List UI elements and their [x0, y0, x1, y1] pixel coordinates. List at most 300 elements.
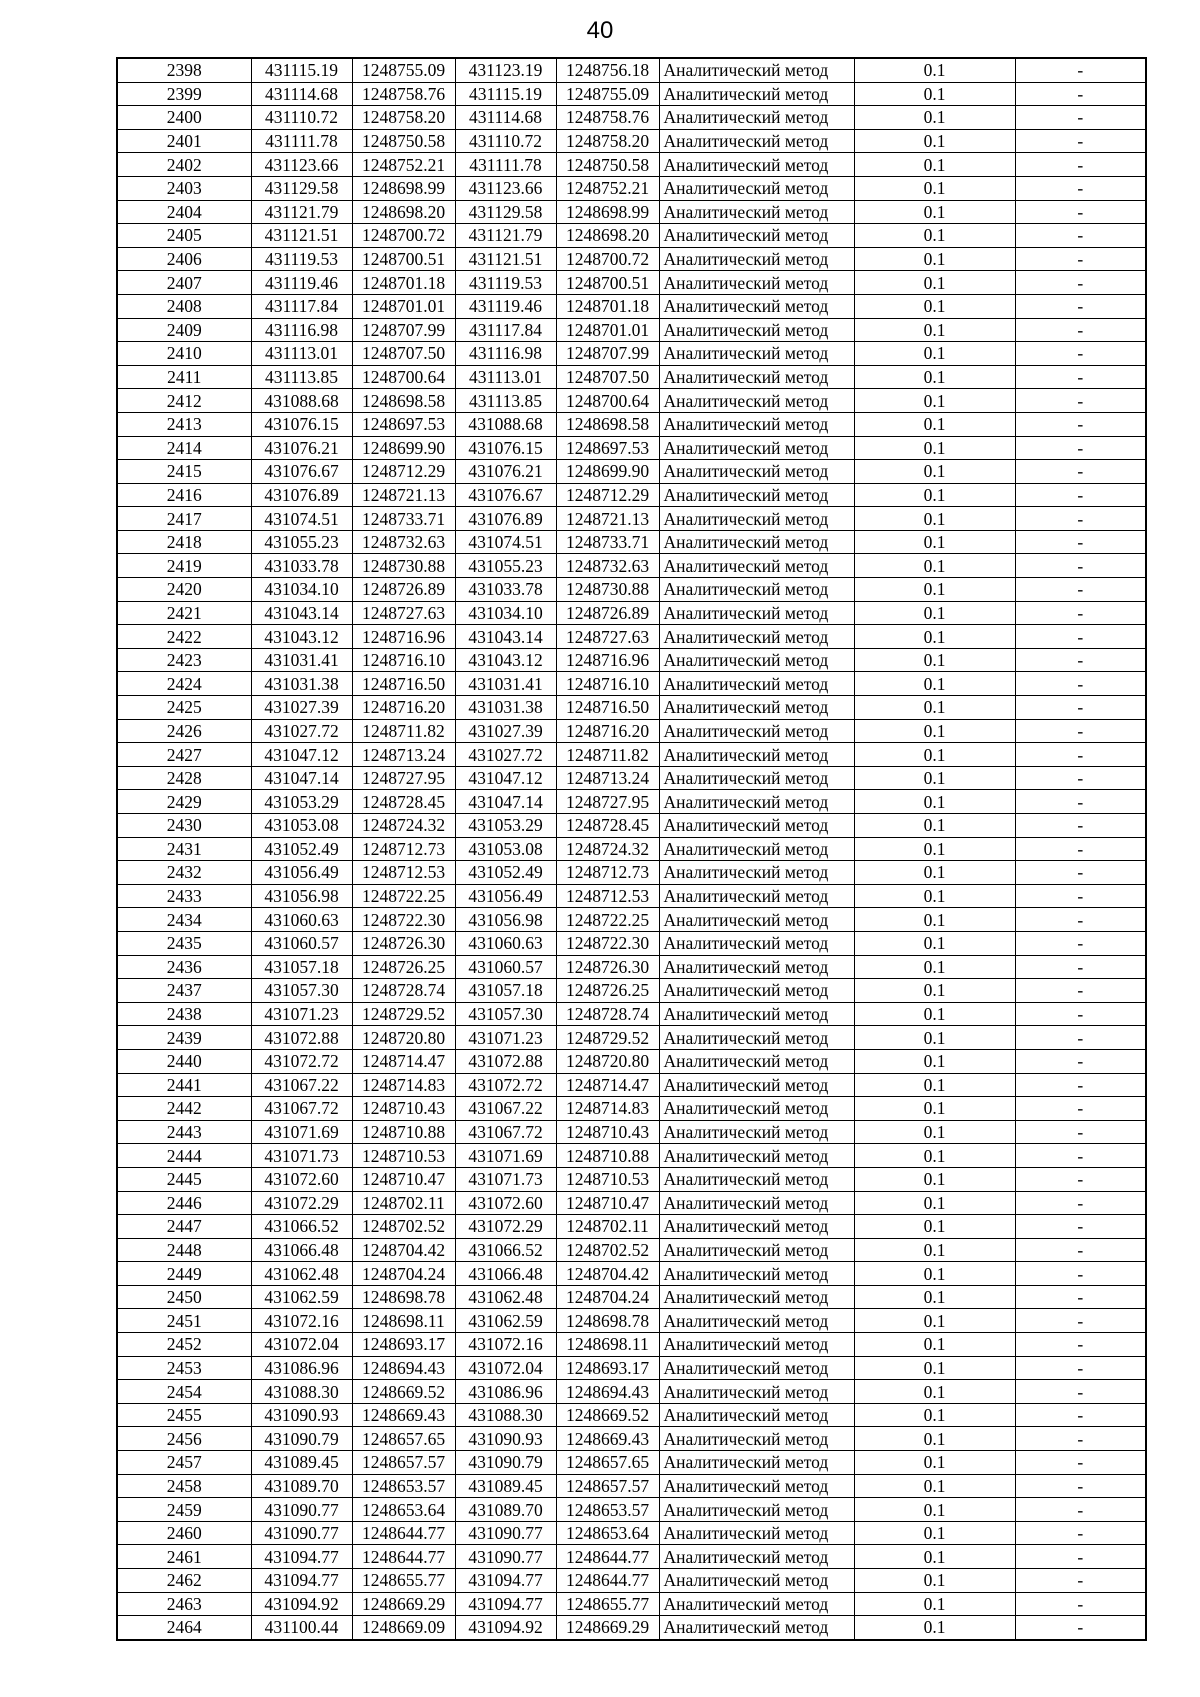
x-start-cell: 431055.23 [251, 530, 352, 554]
x-end-cell: 431060.57 [455, 955, 556, 979]
method-cell: Аналитический метод [659, 82, 854, 106]
y-start-cell: 1248701.01 [352, 294, 455, 318]
table-row [117, 294, 1146, 318]
note-cell: - [1015, 625, 1146, 649]
note-cell: - [1015, 412, 1146, 436]
note-cell: - [1015, 1262, 1146, 1286]
accuracy-cell: 0.1 [854, 483, 1015, 507]
accuracy-cell: 0.1 [854, 106, 1015, 130]
x-end-cell: 431043.12 [455, 648, 556, 672]
page-number: 40 [586, 17, 614, 44]
accuracy-cell: 0.1 [854, 1120, 1015, 1144]
point-number-cell: 2446 [117, 1191, 251, 1215]
table-row [117, 696, 1146, 720]
y-end-cell: 1248758.20 [556, 129, 659, 153]
note-cell: - [1015, 1569, 1146, 1593]
x-start-cell: 431027.39 [251, 696, 352, 720]
method-cell: Аналитический метод [659, 1120, 854, 1144]
note-cell: - [1015, 1474, 1146, 1498]
table-row [117, 460, 1146, 484]
x-end-cell: 431033.78 [455, 578, 556, 602]
method-cell: Аналитический метод [659, 342, 854, 366]
table-row [117, 58, 1146, 82]
y-end-cell: 1248733.71 [556, 530, 659, 554]
x-end-cell: 431094.77 [455, 1569, 556, 1593]
table-row [117, 342, 1146, 366]
method-cell: Аналитический метод [659, 1073, 854, 1097]
y-start-cell: 1248711.82 [352, 719, 455, 743]
y-start-cell: 1248644.77 [352, 1521, 455, 1545]
note-cell: - [1015, 719, 1146, 743]
x-end-cell: 431062.59 [455, 1309, 556, 1333]
x-start-cell: 431027.72 [251, 719, 352, 743]
x-end-cell: 431056.49 [455, 884, 556, 908]
table-row [117, 389, 1146, 413]
accuracy-cell: 0.1 [854, 931, 1015, 955]
accuracy-cell: 0.1 [854, 1380, 1015, 1404]
method-cell: Аналитический метод [659, 1380, 854, 1404]
x-end-cell: 431119.46 [455, 294, 556, 318]
method-cell: Аналитический метод [659, 1167, 854, 1191]
x-start-cell: 431072.60 [251, 1167, 352, 1191]
note-cell: - [1015, 648, 1146, 672]
x-start-cell: 431053.29 [251, 790, 352, 814]
method-cell: Аналитический метод [659, 1144, 854, 1168]
y-end-cell: 1248707.99 [556, 342, 659, 366]
x-end-cell: 431113.01 [455, 365, 556, 389]
y-start-cell: 1248726.25 [352, 955, 455, 979]
point-number-cell: 2400 [117, 106, 251, 130]
method-cell: Аналитический метод [659, 1215, 854, 1239]
point-number-cell: 2409 [117, 318, 251, 342]
y-start-cell: 1248713.24 [352, 743, 455, 767]
note-cell: - [1015, 931, 1146, 955]
note-cell: - [1015, 601, 1146, 625]
table-row [117, 530, 1146, 554]
method-cell: Аналитический метод [659, 979, 854, 1003]
y-end-cell: 1248704.24 [556, 1285, 659, 1309]
note-cell: - [1015, 1002, 1146, 1026]
y-end-cell: 1248712.73 [556, 861, 659, 885]
accuracy-cell: 0.1 [854, 1333, 1015, 1357]
table-row [117, 719, 1146, 743]
table-row [117, 1474, 1146, 1498]
y-end-cell: 1248727.95 [556, 790, 659, 814]
point-number-cell: 2444 [117, 1144, 251, 1168]
note-cell: - [1015, 82, 1146, 106]
x-end-cell: 431089.45 [455, 1474, 556, 1498]
table-row [117, 979, 1146, 1003]
method-cell: Аналитический метод [659, 554, 854, 578]
y-start-cell: 1248669.52 [352, 1380, 455, 1404]
x-end-cell: 431072.04 [455, 1356, 556, 1380]
table-row [117, 625, 1146, 649]
x-start-cell: 431066.52 [251, 1215, 352, 1239]
method-cell: Аналитический метод [659, 1356, 854, 1380]
x-end-cell: 431062.48 [455, 1285, 556, 1309]
table-row [117, 1167, 1146, 1191]
y-start-cell: 1248714.47 [352, 1049, 455, 1073]
x-end-cell: 431089.70 [455, 1498, 556, 1522]
table-row [117, 1427, 1146, 1451]
method-cell: Аналитический метод [659, 908, 854, 932]
x-start-cell: 431089.45 [251, 1451, 352, 1475]
y-start-cell: 1248710.53 [352, 1144, 455, 1168]
point-number-cell: 2410 [117, 342, 251, 366]
x-end-cell: 431027.72 [455, 743, 556, 767]
y-end-cell: 1248720.80 [556, 1049, 659, 1073]
x-start-cell: 431043.12 [251, 625, 352, 649]
method-cell: Аналитический метод [659, 601, 854, 625]
x-start-cell: 431076.15 [251, 412, 352, 436]
method-cell: Аналитический метод [659, 507, 854, 531]
method-cell: Аналитический метод [659, 766, 854, 790]
y-end-cell: 1248732.63 [556, 554, 659, 578]
x-start-cell: 431072.72 [251, 1049, 352, 1073]
y-start-cell: 1248730.88 [352, 554, 455, 578]
point-number-cell: 2419 [117, 554, 251, 578]
y-end-cell: 1248702.11 [556, 1215, 659, 1239]
table-row [117, 1451, 1146, 1475]
table-row [117, 1215, 1146, 1239]
x-end-cell: 431047.14 [455, 790, 556, 814]
y-start-cell: 1248653.57 [352, 1474, 455, 1498]
note-cell: - [1015, 1356, 1146, 1380]
method-cell: Аналитический метод [659, 931, 854, 955]
x-start-cell: 431119.53 [251, 247, 352, 271]
accuracy-cell: 0.1 [854, 908, 1015, 932]
accuracy-cell: 0.1 [854, 861, 1015, 885]
x-end-cell: 431055.23 [455, 554, 556, 578]
table-row [117, 1144, 1146, 1168]
x-end-cell: 431117.84 [455, 318, 556, 342]
point-number-cell: 2413 [117, 412, 251, 436]
x-end-cell: 431027.39 [455, 719, 556, 743]
accuracy-cell: 0.1 [854, 1167, 1015, 1191]
method-cell: Аналитический метод [659, 1049, 854, 1073]
y-end-cell: 1248698.11 [556, 1333, 659, 1357]
point-number-cell: 2418 [117, 530, 251, 554]
y-start-cell: 1248701.18 [352, 271, 455, 295]
table-row [117, 578, 1146, 602]
note-cell: - [1015, 908, 1146, 932]
point-number-cell: 2457 [117, 1451, 251, 1475]
table-row [117, 766, 1146, 790]
y-start-cell: 1248702.11 [352, 1191, 455, 1215]
x-start-cell: 431090.77 [251, 1498, 352, 1522]
x-end-cell: 431076.67 [455, 483, 556, 507]
y-end-cell: 1248722.25 [556, 908, 659, 932]
note-cell: - [1015, 460, 1146, 484]
method-cell: Аналитический метод [659, 1569, 854, 1593]
y-end-cell: 1248750.58 [556, 153, 659, 177]
y-end-cell: 1248752.21 [556, 176, 659, 200]
x-start-cell: 431067.22 [251, 1073, 352, 1097]
accuracy-cell: 0.1 [854, 365, 1015, 389]
y-start-cell: 1248702.52 [352, 1215, 455, 1239]
point-number-cell: 2427 [117, 743, 251, 767]
x-end-cell: 431066.52 [455, 1238, 556, 1262]
x-end-cell: 431116.98 [455, 342, 556, 366]
method-cell: Аналитический метод [659, 743, 854, 767]
method-cell: Аналитический метод [659, 247, 854, 271]
y-end-cell: 1248728.74 [556, 1002, 659, 1026]
accuracy-cell: 0.1 [854, 1026, 1015, 1050]
accuracy-cell: 0.1 [854, 1309, 1015, 1333]
y-start-cell: 1248758.76 [352, 82, 455, 106]
point-number-cell: 2406 [117, 247, 251, 271]
point-number-cell: 2448 [117, 1238, 251, 1262]
accuracy-cell: 0.1 [854, 82, 1015, 106]
table-row [117, 483, 1146, 507]
accuracy-cell: 0.1 [854, 1215, 1015, 1239]
x-end-cell: 431052.49 [455, 861, 556, 885]
y-end-cell: 1248722.30 [556, 931, 659, 955]
x-end-cell: 431034.10 [455, 601, 556, 625]
y-end-cell: 1248700.72 [556, 247, 659, 271]
x-end-cell: 431111.78 [455, 153, 556, 177]
y-end-cell: 1248716.20 [556, 719, 659, 743]
table-row [117, 1380, 1146, 1404]
x-end-cell: 431060.63 [455, 931, 556, 955]
table-row [117, 1309, 1146, 1333]
method-cell: Аналитический метод [659, 106, 854, 130]
table-row [117, 601, 1146, 625]
table-row [117, 908, 1146, 932]
table-row [117, 1073, 1146, 1097]
table-row [117, 743, 1146, 767]
accuracy-cell: 0.1 [854, 412, 1015, 436]
x-end-cell: 431090.77 [455, 1521, 556, 1545]
y-start-cell: 1248716.96 [352, 625, 455, 649]
point-number-cell: 2441 [117, 1073, 251, 1097]
x-start-cell: 431117.84 [251, 294, 352, 318]
y-end-cell: 1248653.57 [556, 1498, 659, 1522]
method-cell: Аналитический метод [659, 955, 854, 979]
y-end-cell: 1248698.20 [556, 224, 659, 248]
y-start-cell: 1248700.51 [352, 247, 455, 271]
x-start-cell: 431052.49 [251, 837, 352, 861]
x-start-cell: 431071.73 [251, 1144, 352, 1168]
note-cell: - [1015, 1049, 1146, 1073]
point-number-cell: 2414 [117, 436, 251, 460]
point-number-cell: 2458 [117, 1474, 251, 1498]
y-start-cell: 1248716.50 [352, 672, 455, 696]
point-number-cell: 2442 [117, 1097, 251, 1121]
method-cell: Аналитический метод [659, 460, 854, 484]
x-start-cell: 431066.48 [251, 1238, 352, 1262]
x-end-cell: 431088.30 [455, 1403, 556, 1427]
x-end-cell: 431119.53 [455, 271, 556, 295]
table-row [117, 82, 1146, 106]
y-start-cell: 1248750.58 [352, 129, 455, 153]
method-cell: Аналитический метод [659, 1097, 854, 1121]
x-end-cell: 431114.68 [455, 106, 556, 130]
accuracy-cell: 0.1 [854, 766, 1015, 790]
y-end-cell: 1248713.24 [556, 766, 659, 790]
y-start-cell: 1248758.20 [352, 106, 455, 130]
point-number-cell: 2430 [117, 814, 251, 838]
x-start-cell: 431031.41 [251, 648, 352, 672]
point-number-cell: 2426 [117, 719, 251, 743]
accuracy-cell: 0.1 [854, 342, 1015, 366]
y-end-cell: 1248721.13 [556, 507, 659, 531]
accuracy-cell: 0.1 [854, 625, 1015, 649]
note-cell: - [1015, 318, 1146, 342]
y-start-cell: 1248726.30 [352, 931, 455, 955]
y-start-cell: 1248644.77 [352, 1545, 455, 1569]
y-start-cell: 1248727.95 [352, 766, 455, 790]
point-number-cell: 2402 [117, 153, 251, 177]
point-number-cell: 2436 [117, 955, 251, 979]
table-row [117, 200, 1146, 224]
table-row [117, 153, 1146, 177]
x-start-cell: 431071.23 [251, 1002, 352, 1026]
note-cell: - [1015, 578, 1146, 602]
accuracy-cell: 0.1 [854, 1451, 1015, 1475]
y-end-cell: 1248669.52 [556, 1403, 659, 1427]
x-start-cell: 431090.79 [251, 1427, 352, 1451]
note-cell: - [1015, 1380, 1146, 1404]
accuracy-cell: 0.1 [854, 1356, 1015, 1380]
point-number-cell: 2453 [117, 1356, 251, 1380]
y-end-cell: 1248726.30 [556, 955, 659, 979]
table-row [117, 271, 1146, 295]
y-end-cell: 1248726.89 [556, 601, 659, 625]
table-row [117, 507, 1146, 531]
y-end-cell: 1248716.10 [556, 672, 659, 696]
table-row [117, 1285, 1146, 1309]
x-start-cell: 431121.79 [251, 200, 352, 224]
table-row [117, 790, 1146, 814]
point-number-cell: 2455 [117, 1403, 251, 1427]
note-cell: - [1015, 696, 1146, 720]
method-cell: Аналитический метод [659, 884, 854, 908]
note-cell: - [1015, 1238, 1146, 1262]
y-start-cell: 1248698.78 [352, 1285, 455, 1309]
accuracy-cell: 0.1 [854, 1144, 1015, 1168]
point-number-cell: 2415 [117, 460, 251, 484]
x-end-cell: 431053.29 [455, 814, 556, 838]
x-start-cell: 431074.51 [251, 507, 352, 531]
accuracy-cell: 0.1 [854, 1427, 1015, 1451]
x-start-cell: 431071.69 [251, 1120, 352, 1144]
note-cell: - [1015, 483, 1146, 507]
y-end-cell: 1248710.43 [556, 1120, 659, 1144]
y-start-cell: 1248710.47 [352, 1167, 455, 1191]
point-number-cell: 2407 [117, 271, 251, 295]
method-cell: Аналитический метод [659, 1498, 854, 1522]
x-start-cell: 431076.21 [251, 436, 352, 460]
method-cell: Аналитический метод [659, 153, 854, 177]
method-cell: Аналитический метод [659, 1545, 854, 1569]
x-start-cell: 431060.57 [251, 931, 352, 955]
method-cell: Аналитический метод [659, 1191, 854, 1215]
x-start-cell: 431094.77 [251, 1569, 352, 1593]
note-cell: - [1015, 1616, 1146, 1640]
note-cell: - [1015, 1285, 1146, 1309]
y-start-cell: 1248724.32 [352, 814, 455, 838]
method-cell: Аналитический метод [659, 648, 854, 672]
x-start-cell: 431072.88 [251, 1026, 352, 1050]
x-end-cell: 431121.51 [455, 247, 556, 271]
point-number-cell: 2463 [117, 1592, 251, 1616]
accuracy-cell: 0.1 [854, 1285, 1015, 1309]
table-row [117, 106, 1146, 130]
method-cell: Аналитический метод [659, 578, 854, 602]
method-cell: Аналитический метод [659, 837, 854, 861]
x-start-cell: 431123.66 [251, 153, 352, 177]
note-cell: - [1015, 766, 1146, 790]
y-start-cell: 1248698.58 [352, 389, 455, 413]
x-start-cell: 431047.12 [251, 743, 352, 767]
note-cell: - [1015, 1026, 1146, 1050]
x-end-cell: 431115.19 [455, 82, 556, 106]
accuracy-cell: 0.1 [854, 436, 1015, 460]
table-row [117, 861, 1146, 885]
accuracy-cell: 0.1 [854, 1073, 1015, 1097]
table-row [117, 1002, 1146, 1026]
table-row [117, 318, 1146, 342]
method-cell: Аналитический метод [659, 1002, 854, 1026]
y-start-cell: 1248698.20 [352, 200, 455, 224]
y-end-cell: 1248644.77 [556, 1569, 659, 1593]
table-row [117, 955, 1146, 979]
point-number-cell: 2445 [117, 1167, 251, 1191]
table-row [117, 1191, 1146, 1215]
table-row [117, 176, 1146, 200]
y-end-cell: 1248655.77 [556, 1592, 659, 1616]
x-start-cell: 431057.30 [251, 979, 352, 1003]
note-cell: - [1015, 365, 1146, 389]
y-end-cell: 1248653.64 [556, 1521, 659, 1545]
accuracy-cell: 0.1 [854, 1569, 1015, 1593]
y-start-cell: 1248704.42 [352, 1238, 455, 1262]
accuracy-cell: 0.1 [854, 648, 1015, 672]
point-number-cell: 2440 [117, 1049, 251, 1073]
note-cell: - [1015, 342, 1146, 366]
point-number-cell: 2425 [117, 696, 251, 720]
y-start-cell: 1248694.43 [352, 1356, 455, 1380]
point-number-cell: 2422 [117, 625, 251, 649]
y-start-cell: 1248716.20 [352, 696, 455, 720]
x-start-cell: 431033.78 [251, 554, 352, 578]
accuracy-cell: 0.1 [854, 129, 1015, 153]
x-end-cell: 431090.77 [455, 1545, 556, 1569]
note-cell: - [1015, 979, 1146, 1003]
point-number-cell: 2420 [117, 578, 251, 602]
y-start-cell: 1248657.57 [352, 1451, 455, 1475]
x-start-cell: 431094.77 [251, 1545, 352, 1569]
accuracy-cell: 0.1 [854, 460, 1015, 484]
y-end-cell: 1248756.18 [556, 58, 659, 82]
note-cell: - [1015, 294, 1146, 318]
table-row [117, 436, 1146, 460]
note-cell: - [1015, 1120, 1146, 1144]
note-cell: - [1015, 1333, 1146, 1357]
y-start-cell: 1248700.72 [352, 224, 455, 248]
accuracy-cell: 0.1 [854, 719, 1015, 743]
y-end-cell: 1248644.77 [556, 1545, 659, 1569]
accuracy-cell: 0.1 [854, 1403, 1015, 1427]
x-start-cell: 431116.98 [251, 318, 352, 342]
x-start-cell: 431129.58 [251, 176, 352, 200]
x-end-cell: 431110.72 [455, 129, 556, 153]
table-row [117, 1120, 1146, 1144]
x-end-cell: 431057.30 [455, 1002, 556, 1026]
table-row [117, 814, 1146, 838]
accuracy-cell: 0.1 [854, 1592, 1015, 1616]
